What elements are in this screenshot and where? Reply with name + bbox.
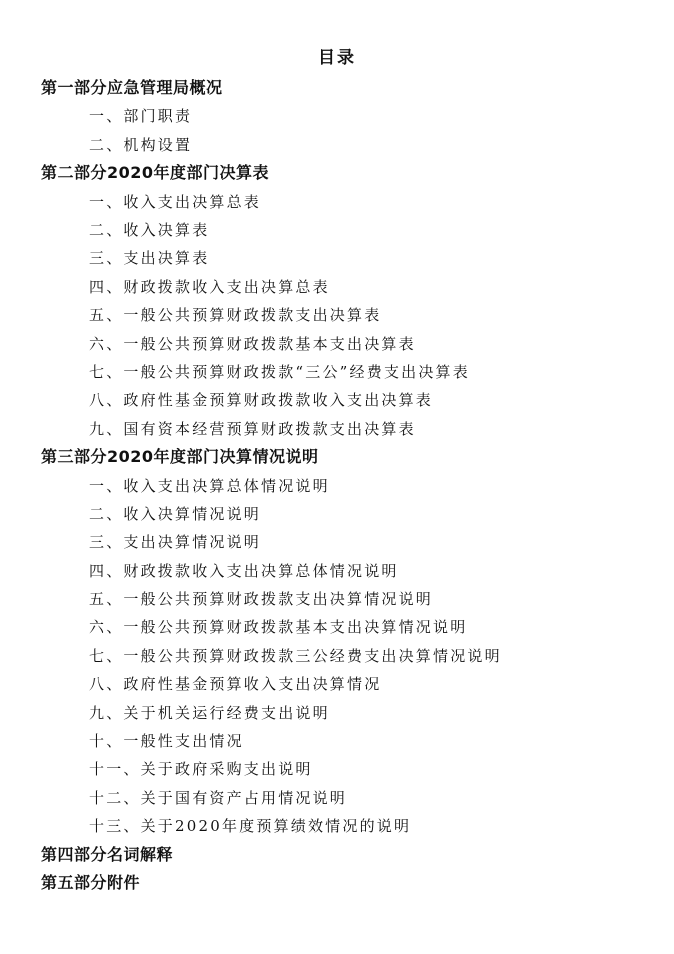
- toc-item[interactable]: 五、一般公共预算财政拨款支出决算表: [89, 306, 382, 325]
- toc-item[interactable]: 二、收入决算情况说明: [89, 504, 262, 523]
- toc-item[interactable]: 六、一般公共预算财政拨款基本支出决算表: [89, 334, 416, 353]
- toc-item[interactable]: 十三、关于2020年度预算绩效情况的说明: [89, 817, 412, 836]
- toc-part-2: [0, 159, 674, 443]
- toc-item[interactable]: 十一、关于政府采购支出说明: [89, 760, 313, 779]
- toc-item[interactable]: 四、财政拨款收入支出决算总体情况说明: [89, 561, 399, 580]
- toc-item[interactable]: 一、收入支出决算总体情况说明: [89, 476, 330, 495]
- toc-item[interactable]: 七、一般公共预算财政拨款三公经费支出决算情况说明: [89, 646, 502, 665]
- toc-item[interactable]: 七、一般公共预算财政拨款“三公”经费支出决算表: [89, 362, 470, 381]
- toc-item[interactable]: 一、部门职责: [89, 107, 193, 126]
- toc-item[interactable]: 二、收入决算表: [89, 220, 210, 239]
- toc-title: 目录: [318, 48, 356, 68]
- part-heading[interactable]: 第五部分附件: [41, 873, 141, 892]
- toc-item[interactable]: 八、政府性基金预算财政拨款收入支出决算表: [89, 391, 434, 410]
- toc-item[interactable]: 九、关于机关运行经费支出说明: [89, 703, 330, 722]
- toc-part-5: [0, 869, 674, 897]
- table-of-contents: [0, 74, 674, 897]
- toc-part-4: [0, 841, 674, 869]
- toc-part-3: [0, 443, 674, 840]
- toc-item[interactable]: 十、一般性支出情况: [89, 732, 244, 751]
- toc-item[interactable]: 八、政府性基金预算收入支出决算情况: [89, 675, 382, 694]
- toc-item[interactable]: 三、支出决算情况说明: [89, 533, 262, 552]
- toc-item[interactable]: 十二、关于国有资产占用情况说明: [89, 788, 348, 807]
- toc-item[interactable]: 五、一般公共预算财政拨款支出决算情况说明: [89, 590, 434, 609]
- part-heading[interactable]: 第一部分应急管理局概况: [41, 78, 223, 97]
- part-heading[interactable]: 第四部分名词解释: [41, 844, 174, 864]
- toc-item[interactable]: 一、收入支出决算总表: [89, 192, 262, 211]
- toc-item[interactable]: 三、支出决算表: [89, 249, 210, 268]
- toc-item[interactable]: 二、机构设置: [89, 135, 193, 154]
- toc-item[interactable]: 四、财政拨款收入支出决算总表: [89, 277, 330, 296]
- part-heading[interactable]: 第二部分2020年度部门决算表: [41, 163, 270, 183]
- toc-item[interactable]: 九、国有资本经营预算财政拨款支出决算表: [89, 419, 416, 438]
- toc-item[interactable]: 六、一般公共预算财政拨款基本支出决算情况说明: [89, 618, 468, 637]
- toc-part-1: [0, 74, 674, 159]
- part-heading[interactable]: 第三部分2020年度部门决算情况说明: [41, 447, 319, 467]
